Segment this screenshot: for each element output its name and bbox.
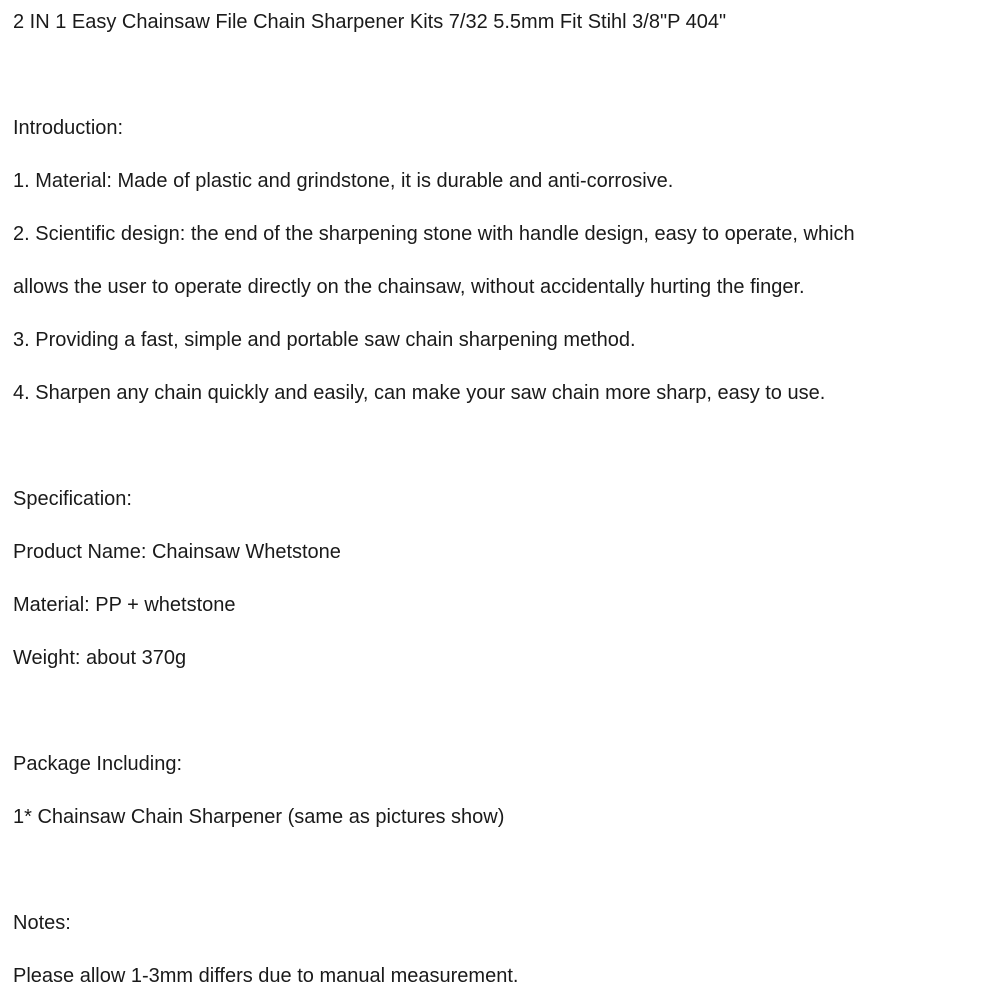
text-line: Product Name: Chainsaw Whetstone [13,541,341,563]
section-notes [13,897,992,996]
section-heading-notes: Notes: [13,912,71,934]
text-line: Weight: about 370g [13,647,187,669]
text-line: 3. Providing a fast, simple and portable saw chain sharpening method. [13,329,636,351]
text-line: 1. Material: Made of plastic and grindstone, it is durable and anti-corrosive. [13,170,674,192]
text-line: 4. Sharpen any chain quickly and easily, can make your saw chain more sharp, easy to use. [13,382,826,404]
section-heading-specification: Specification: [13,488,132,510]
section-specification [13,473,992,685]
section-heading-introduction: Introduction: [13,117,124,139]
text-line: 2. Scientific design: the end of the sharpening stone with handle design, easy to operate, which [13,223,855,245]
section-introduction [13,102,992,420]
text-line: Material: PP + whetstone [13,594,236,616]
text-line: allows the user to operate directly on the chainsaw, without accidentally hurting the finger. [13,276,805,298]
text-line: 1* Chainsaw Chain Sharpener (same as pictures show) [13,806,505,828]
section-heading-package-including: Package Including: [13,753,183,775]
product-title: 2 IN 1 Easy Chainsaw File Chain Sharpener Kits 7/32 5.5mm Fit Stihl 3/8"P 404" [13,11,727,33]
section-package-including [13,738,992,844]
text-line: Please allow 1-3mm differs due to manual measurement. [13,965,519,987]
